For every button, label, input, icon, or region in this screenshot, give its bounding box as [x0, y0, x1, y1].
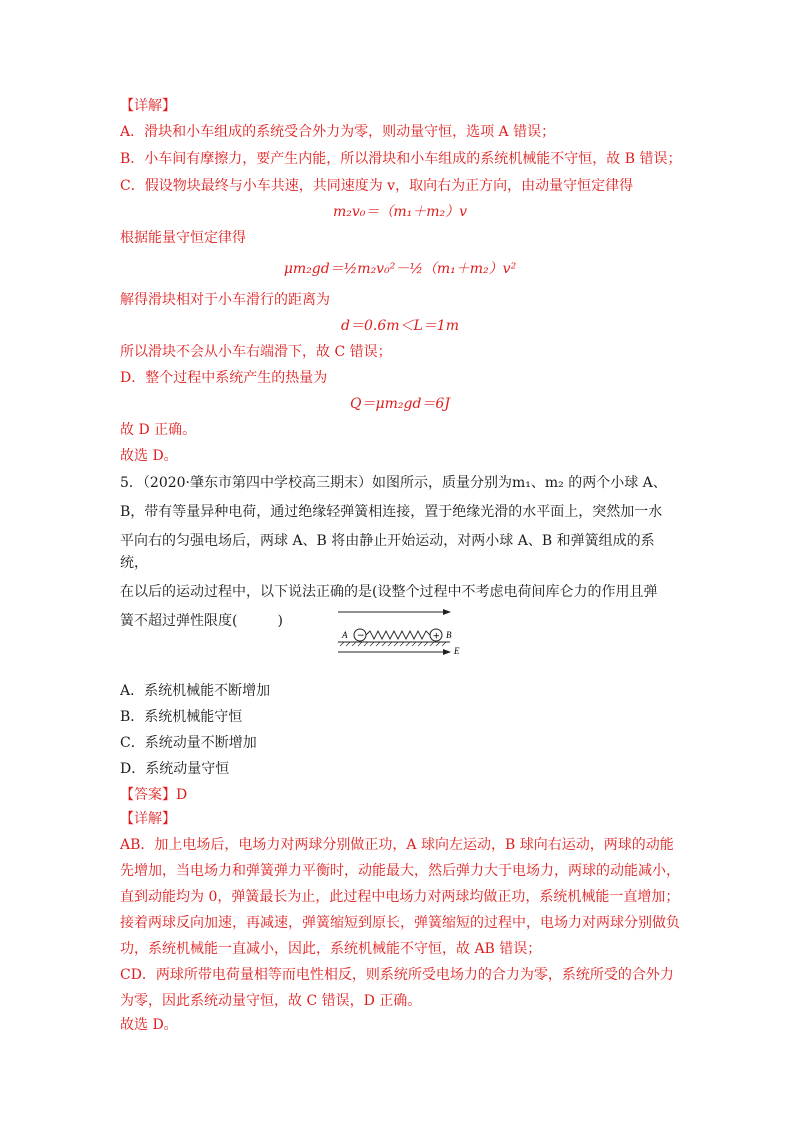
option-d: D．系统动量守恒: [120, 761, 230, 777]
question-line: 在以后的运动过程中，以下说法正确的是(设整个过程中不考虑电荷间库仑力的作用且弹: [120, 584, 658, 600]
ball-a-sign: −: [357, 631, 365, 641]
solution-line-d: D．整个过程中系统产生的热量为: [120, 370, 328, 386]
ground-hatch: [340, 642, 446, 646]
heat-equation: Q＝μm₂gd＝6J: [350, 396, 450, 412]
energy-label: 根据能量守恒定律得: [120, 230, 246, 246]
d-correct-line: 故 D 正确。: [120, 422, 197, 438]
choose-line-a: 故选 D。: [120, 448, 178, 464]
solution-line-c: C．假设物块最终与小车共速，共同速度为 v，取向右为正方向，由动量守恒定律得: [120, 178, 634, 194]
label-a: A: [342, 630, 348, 640]
spring-balls-figure: [330, 600, 480, 660]
choose-line-b: 故选 D。: [120, 1017, 178, 1033]
option-a: A．系统机械能不断增加: [120, 683, 271, 699]
question-line: 平向右的匀强电场后，两球 A、B 将由静止开始运动，对两小球 A、B 和弹簧组成的系统，: [120, 533, 655, 571]
momentum-equation: m₂v₀＝（m₁＋m₂）v: [332, 204, 468, 220]
energy-equation: μm₂gd＝½m₂v₀²－½（m₁＋m₂）v²: [283, 261, 517, 277]
solution-header-2: 【详解】: [120, 811, 176, 827]
spring: [366, 631, 430, 639]
question-line-last: 簧不超过弹性限度( ): [120, 613, 283, 629]
explanation-cd: CD．两球所带电荷量相等而电性相反，则系统所受电场力的合力为零，系统所受的合外力为零，因此系统动量守恒，故 C 错误，D 正确。: [120, 967, 674, 1009]
question-line: B，带有等量异种电荷，通过绝缘轻弹簧相连接，置于绝缘光滑的水平面上，突然加一水: [120, 504, 663, 520]
option-b: B．系统机械能守恒: [120, 709, 243, 725]
ball-b-sign: +: [432, 631, 441, 642]
label-e: E: [454, 646, 460, 656]
question-line: 5．（2020·肇东市第四中学校高三期末）如图所示，质量分别为m₁、m₂ 的两个小球 A、: [120, 475, 667, 491]
option-c: C．系统动量不断增加: [120, 735, 257, 751]
solution-line-c-end: 所以滑块不会从小车右端滑下，故 C 错误；: [120, 344, 392, 360]
label-b: B: [446, 630, 452, 640]
distance-equation: d＝0.6m＜L＝1m: [341, 318, 459, 334]
solution-line-b: B．小车间有摩擦力，要产生内能，所以滑块和小车组成的系统机械能不守恒，故 B 错误；: [120, 151, 682, 167]
answer-line: 【答案】D: [120, 787, 188, 803]
solution-header: 【详解】: [120, 98, 176, 114]
distance-label: 解得滑块相对于小车滑行的距离为: [120, 292, 330, 308]
solution-line-a: A．滑块和小车组成的系统受合外力为零，则动量守恒，选项 A 错误；: [120, 124, 556, 140]
explanation-ab: AB．加上电场后，电场力对两球分别做正功，A 球向左运动，B 球向右运动，两球的动能先增加，当电场力和弹簧弹力平衡时，动能最大，然后弹力大于电场力，两球的动能减小，直到动能均为 0，弹簧最长为止，此过程中电场力对两球均做正功，系统机械能一直增加；接着两球反向加速，再减速，弹簧缩短到原长，弹簧缩短的过程中，电场力对两球分别做负功，系统机械能一直减小，因此，系统机械能不守恒，故 AB 错误；: [120, 837, 680, 957]
